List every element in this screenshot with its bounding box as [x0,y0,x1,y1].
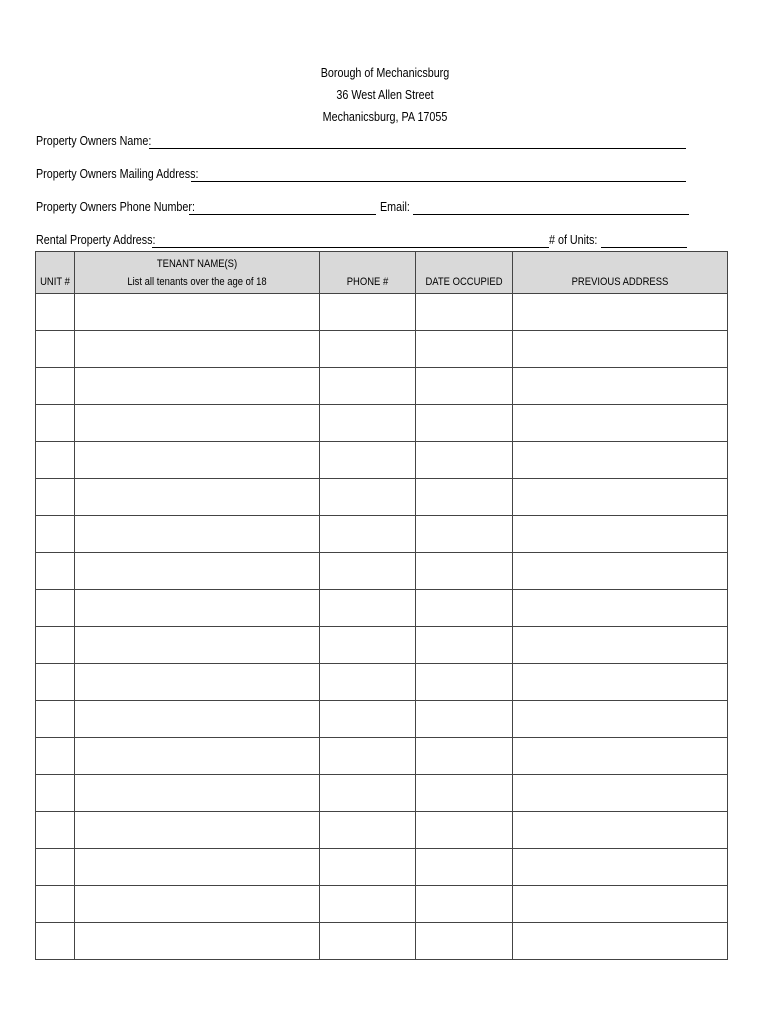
phone-cell[interactable] [320,442,416,479]
date-occupied-cell[interactable] [416,923,513,960]
tenant-name-cell[interactable] [75,442,320,479]
units-label: # of Units: [549,233,598,247]
unit-cell[interactable] [36,738,75,775]
table-row [36,664,728,701]
phone-cell[interactable] [320,775,416,812]
previous-address-cell[interactable] [513,627,728,664]
previous-address-cell[interactable] [513,516,728,553]
table-row [36,331,728,368]
date-occupied-cell[interactable] [416,775,513,812]
previous-address-cell[interactable] [513,368,728,405]
mailing-address-row [36,163,688,183]
previous-address-cell[interactable] [513,738,728,775]
table-row [36,701,728,738]
table-row [36,849,728,886]
phone-cell[interactable] [320,479,416,516]
previous-address-cell[interactable] [513,331,728,368]
phone-cell[interactable] [320,331,416,368]
tenant-name-cell[interactable] [75,923,320,960]
previous-address-cell[interactable] [513,479,728,516]
rental-address-row [36,229,688,249]
date-occupied-cell[interactable] [416,405,513,442]
table-row [36,590,728,627]
date-occupied-cell[interactable] [416,553,513,590]
owner-name-label: Property Owners Name: [36,134,152,148]
table-row [36,775,728,812]
previous-address-cell[interactable] [513,664,728,701]
date-occupied-cell[interactable] [416,849,513,886]
header-city: Mechanicsburg, PA 17055 [322,110,448,124]
unit-cell[interactable] [36,553,75,590]
previous-address-cell[interactable] [513,849,728,886]
phone-cell[interactable] [320,368,416,405]
column-title: DATE OCCUPIED [425,276,503,288]
phone-cell[interactable] [320,664,416,701]
column-title: PHONE # [346,276,389,288]
rental-address-field[interactable] [152,247,549,248]
column-header-unit [36,252,75,294]
date-occupied-cell[interactable] [416,738,513,775]
tenant-name-cell[interactable] [75,368,320,405]
date-occupied-cell[interactable] [416,331,513,368]
unit-cell[interactable] [36,923,75,960]
table-row [36,627,728,664]
tenant-table [35,251,728,960]
date-occupied-cell[interactable] [416,701,513,738]
header-borough: Borough of Mechanicsburg [320,66,450,80]
phone-cell[interactable] [320,849,416,886]
date-occupied-cell[interactable] [416,590,513,627]
phone-cell[interactable] [320,294,416,331]
tenant-name-cell[interactable] [75,331,320,368]
date-occupied-cell[interactable] [416,664,513,701]
column-title: PREVIOUS ADDRESS [571,276,669,288]
tenant-name-cell[interactable] [75,479,320,516]
phone-field[interactable] [189,214,376,215]
previous-address-cell[interactable] [513,923,728,960]
table-row [36,479,728,516]
previous-address-cell[interactable] [513,701,728,738]
previous-address-cell[interactable] [513,775,728,812]
phone-cell[interactable] [320,738,416,775]
table-row [36,405,728,442]
phone-cell[interactable] [320,516,416,553]
unit-cell[interactable] [36,886,75,923]
tenant-name-cell[interactable] [75,516,320,553]
table-row [36,368,728,405]
tenant-name-cell[interactable] [75,701,320,738]
date-occupied-cell[interactable] [416,812,513,849]
tenant-name-cell[interactable] [75,553,320,590]
tenant-name-cell[interactable] [75,775,320,812]
unit-cell[interactable] [36,294,75,331]
column-header-date-occupied [416,252,513,294]
header-street: 36 West Allen Street [336,88,434,102]
email-label: Email: [380,200,410,214]
table-row [36,886,728,923]
previous-address-cell[interactable] [513,886,728,923]
previous-address-cell[interactable] [513,553,728,590]
unit-cell[interactable] [36,516,75,553]
date-occupied-cell[interactable] [416,368,513,405]
column-header-phone [320,252,416,294]
column-title: UNIT # [40,276,70,288]
column-subtitle: List all tenants over the age of 18 [127,276,267,288]
table-row [36,294,728,331]
unit-cell[interactable] [36,368,75,405]
previous-address-cell[interactable] [513,442,728,479]
tenant-name-cell[interactable] [75,664,320,701]
tenant-name-cell[interactable] [75,886,320,923]
phone-cell[interactable] [320,812,416,849]
tenant-name-cell[interactable] [75,738,320,775]
phone-cell[interactable] [320,923,416,960]
previous-address-cell[interactable] [513,294,728,331]
unit-cell[interactable] [36,331,75,368]
tenant-name-cell[interactable] [75,627,320,664]
unit-cell[interactable] [36,775,75,812]
table-row [36,812,728,849]
previous-address-cell[interactable] [513,812,728,849]
tenant-name-cell[interactable] [75,849,320,886]
table-row [36,442,728,479]
unit-cell[interactable] [36,405,75,442]
column-title: TENANT NAME(S) [156,258,238,270]
unit-cell[interactable] [36,479,75,516]
column-header-tenant-names [75,252,320,294]
owner-name-field[interactable] [149,148,686,149]
date-occupied-cell[interactable] [416,479,513,516]
phone-cell[interactable] [320,886,416,923]
email-field[interactable] [413,214,689,215]
rental-address-label: Rental Property Address: [36,233,156,247]
date-occupied-cell[interactable] [416,886,513,923]
owner-name-row [36,130,688,150]
unit-cell[interactable] [36,442,75,479]
phone-cell[interactable] [320,627,416,664]
phone-email-row [36,196,690,216]
phone-cell[interactable] [320,590,416,627]
mailing-address-label: Property Owners Mailing Address: [36,167,199,181]
tenant-name-cell[interactable] [75,294,320,331]
date-occupied-cell[interactable] [416,627,513,664]
date-occupied-cell[interactable] [416,294,513,331]
previous-address-cell[interactable] [513,405,728,442]
tenant-name-cell[interactable] [75,405,320,442]
table-row [36,738,728,775]
tenant-table-header [36,252,728,294]
table-row [36,553,728,590]
previous-address-cell[interactable] [513,590,728,627]
form-header [54,62,716,128]
units-field[interactable] [601,247,687,248]
tenant-name-cell[interactable] [75,812,320,849]
table-row [36,923,728,960]
table-row [36,516,728,553]
mailing-address-field[interactable] [191,181,686,182]
phone-cell[interactable] [320,405,416,442]
unit-cell[interactable] [36,590,75,627]
unit-cell[interactable] [36,812,75,849]
date-occupied-cell[interactable] [416,516,513,553]
unit-cell[interactable] [36,701,75,738]
unit-cell[interactable] [36,664,75,701]
phone-cell[interactable] [320,701,416,738]
column-header-previous-address [513,252,728,294]
date-occupied-cell[interactable] [416,442,513,479]
phone-label: Property Owners Phone Number: [36,200,195,214]
unit-cell[interactable] [36,849,75,886]
phone-cell[interactable] [320,553,416,590]
tenant-name-cell[interactable] [75,590,320,627]
unit-cell[interactable] [36,627,75,664]
